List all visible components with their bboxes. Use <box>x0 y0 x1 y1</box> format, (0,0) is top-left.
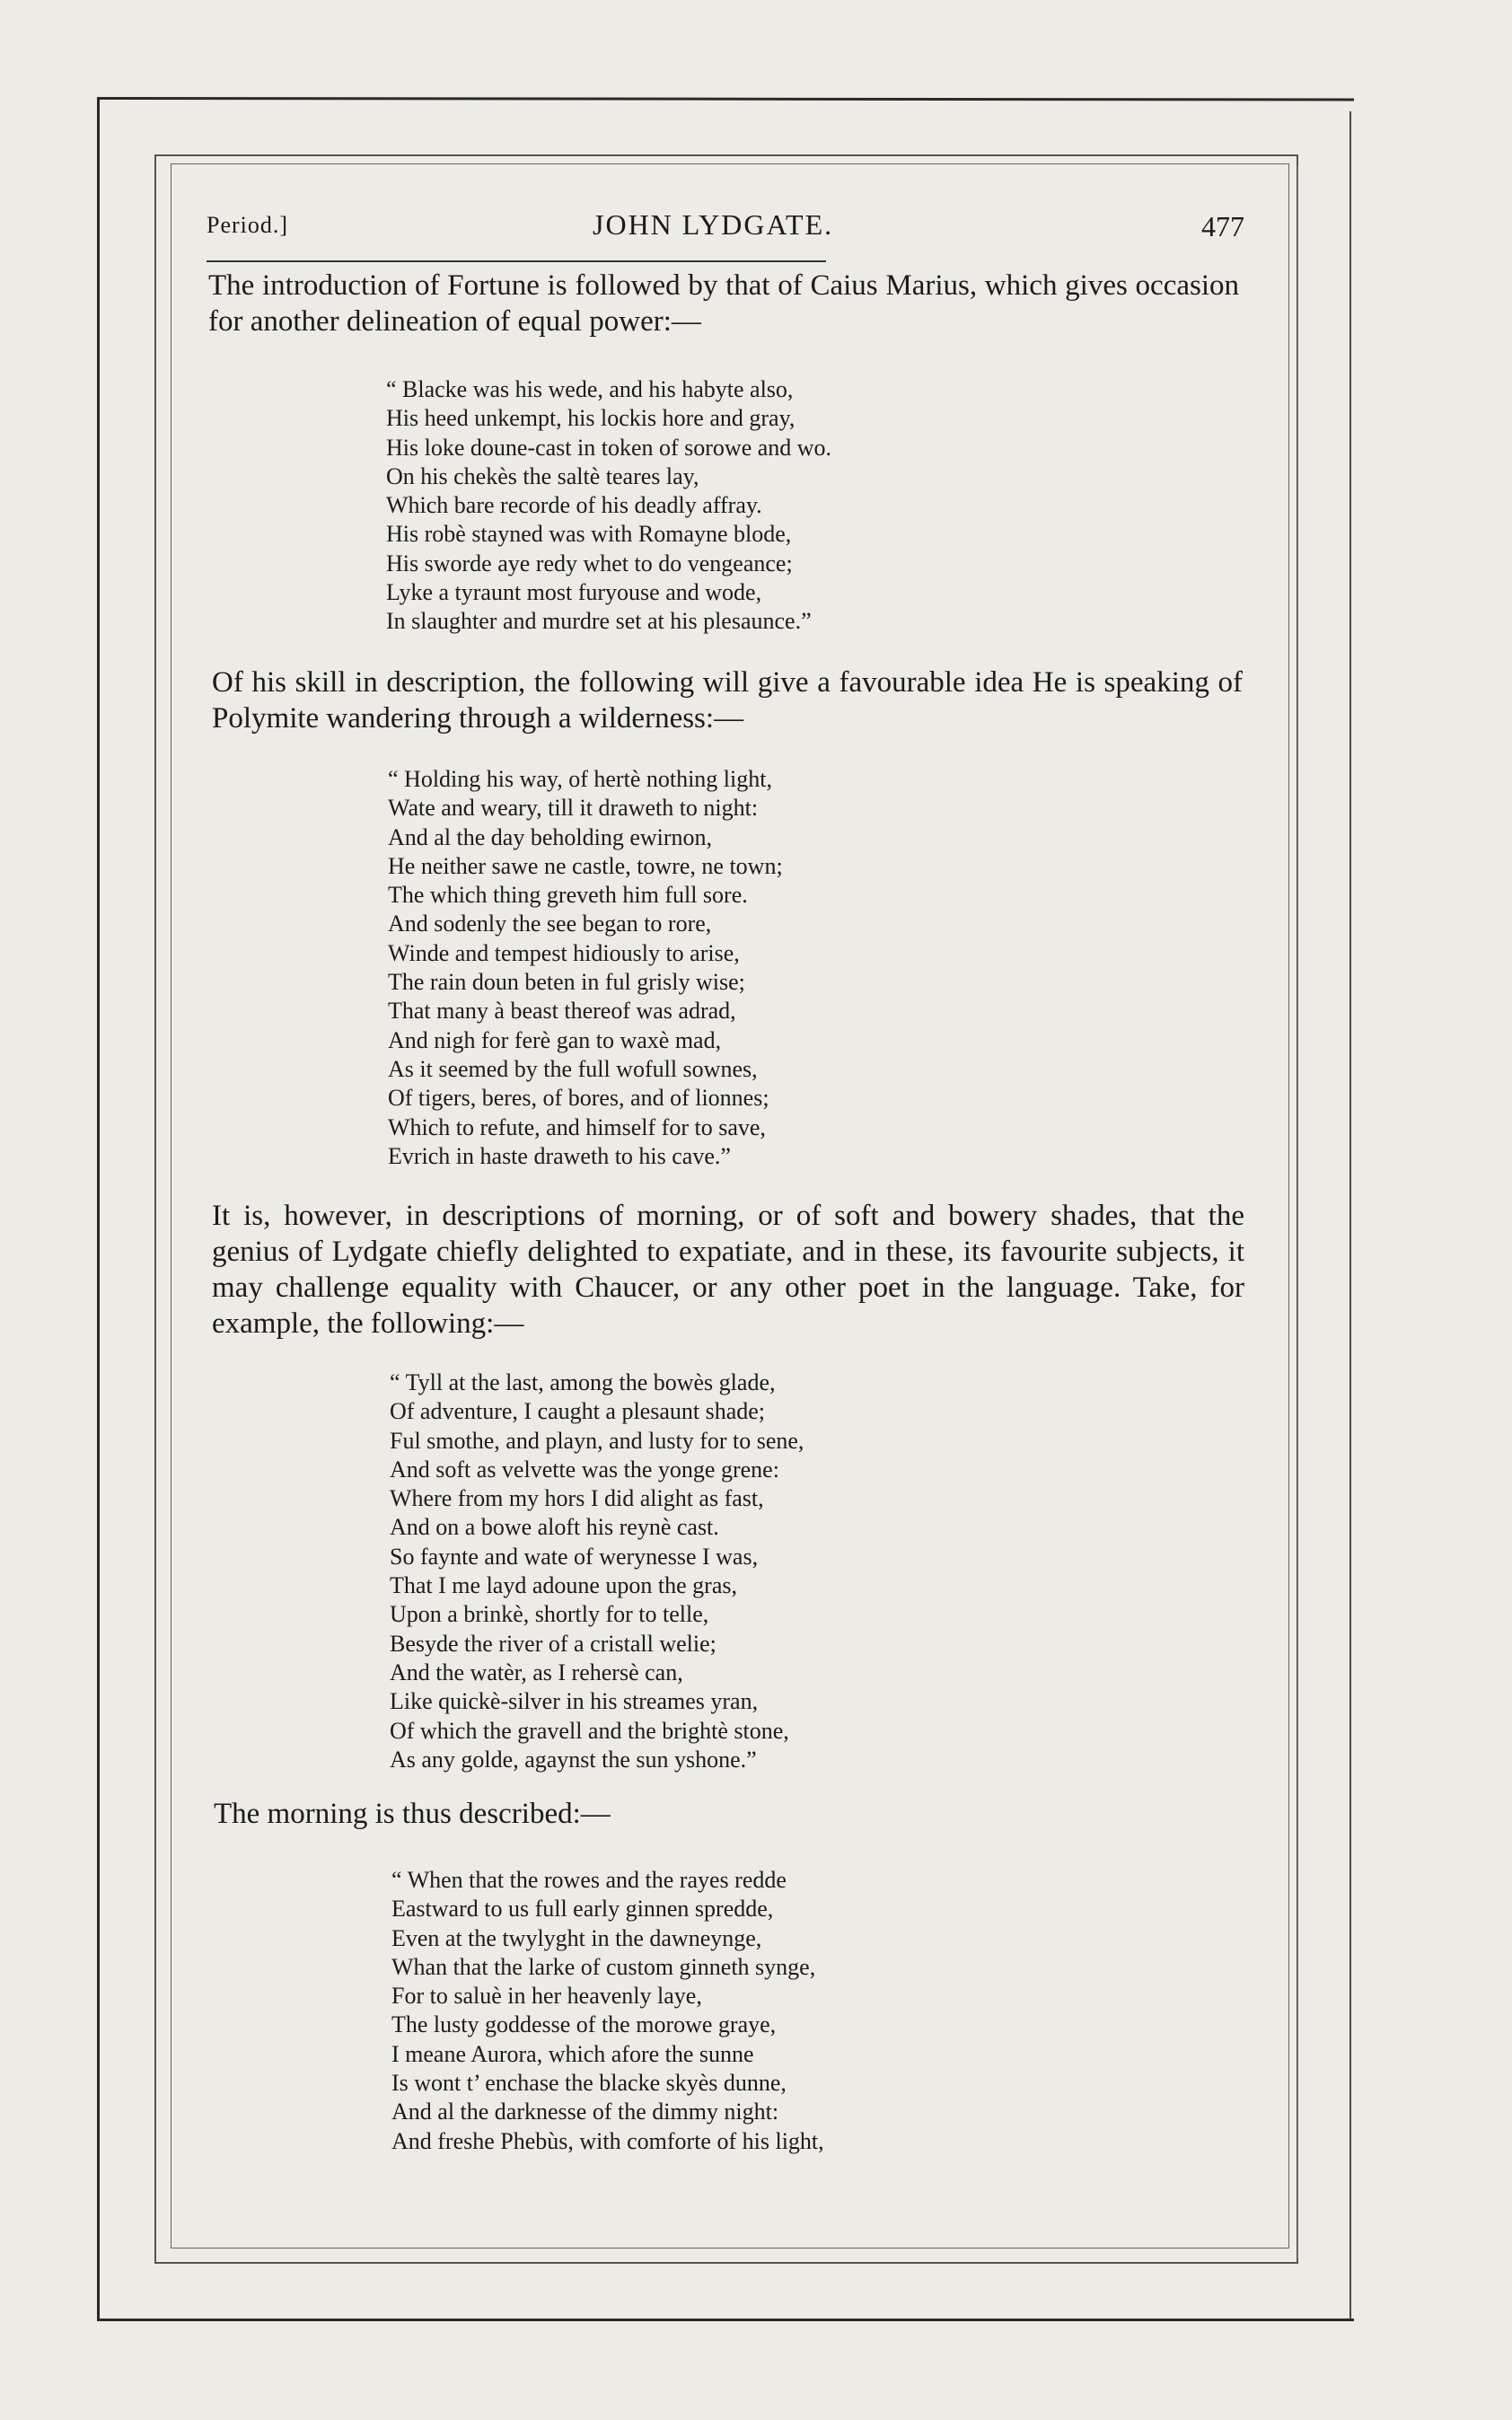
verse-line: And freshe Phebùs, with comforte of his light, <box>391 2127 824 2154</box>
verse-line: In slaughter and murdre set at his plesaunce.” <box>386 608 812 635</box>
verse-line: As any golde, agaynst the sun yshone.” <box>390 1746 757 1773</box>
verse-line: Winde and tempest hidiously to arise, <box>388 939 740 966</box>
verse-line: His sworde aye redy whet to do vengeance; <box>386 550 793 576</box>
paragraph-bowery-shades: It is, however, in descriptions of morning, or of soft and bowery shades, that the genius of Lydgate chiefly delighted to expatiate, and in these, its favourite subjects, it may challenge equality with Chaucer, or any other poet in the language. Take, for example, the following:— <box>212 1200 1244 1340</box>
verse-line: The which thing greveth him full sore. <box>388 882 748 909</box>
verse-line: Of adventure, I caught a plesaunt shade; <box>390 1398 766 1425</box>
verse-line: He neither sawe ne castle, towre, ne town; <box>388 852 783 879</box>
outer-right-rule <box>1349 111 1351 2319</box>
outer-left-rule <box>97 97 100 2319</box>
verse-line: Ful smothe, and playn, and lusty for to sene, <box>390 1427 804 1454</box>
book-page <box>207 205 1248 2216</box>
paragraph-morning: The morning is thus described:— <box>214 1798 611 1830</box>
verse-line: And soft as velvette was the yonge grene: <box>390 1456 779 1483</box>
verse-line: Besyde the river of a cristall welie; <box>390 1630 716 1657</box>
verse-line: “ Blacke was his wede, and his habyte also, <box>386 376 794 402</box>
verse-line: Is wont t’ enchase the blacke skyès dunne, <box>391 2070 787 2097</box>
verse-line: Wate and weary, till it draweth to night: <box>388 795 759 822</box>
paragraph-caius-marius: The introduction of Fortune is followed by that of Caius Marius, which gives occasion for another delineation of equal power:— <box>208 269 1239 338</box>
verse-line: And nigh for ferè gan to waxè mad, <box>388 1026 722 1053</box>
verse-line: Whan that the larke of custom ginneth synge, <box>391 1953 816 1980</box>
verse-line: And al the day beholding ewirnon, <box>388 823 713 850</box>
verse-line: Upon a brinkè, shortly for to telle, <box>390 1601 709 1628</box>
verse-line: “ Tyll at the last, among the bowès glade, <box>390 1369 776 1395</box>
verse-line: Lyke a tyraunt most furyouse and wode, <box>386 579 762 606</box>
verse-line: On his chekès the saltè teares lay, <box>386 462 699 489</box>
verse-line: For to saluè in her heavenly laye, <box>391 1983 702 2010</box>
verse-line: As it seemed by the full wofull sownes, <box>388 1055 758 1082</box>
running-head-title: JOHN LYDGATE. <box>593 208 834 241</box>
verse-line: So faynte and wate of werynesse I was, <box>390 1543 759 1570</box>
verse-line: Eastward to us full early ginnen spredde, <box>391 1896 774 1923</box>
verse-line: “ When that the rowes and the rayes redde <box>391 1867 787 1893</box>
page-number: 477 <box>1201 210 1244 242</box>
verse-line: And al the darknesse of the dimmy night: <box>391 2099 779 2125</box>
verse-line: Of tigers, beres, of bores, and of lionnes; <box>388 1085 769 1112</box>
verse-line: The rain doun beten in ful grisly wise; <box>388 969 745 996</box>
outer-top-rule <box>97 97 1354 101</box>
verse-line: His loke doune-cast in token of sorowe and wo. <box>386 434 832 461</box>
paragraph-polymite: Of his skill in description, the following will give a favourable idea He is speaking of Polymite wandering through a wilderness:— <box>212 666 1243 735</box>
verse-line: That many à beast thereof was adrad, <box>388 998 736 1025</box>
verse-line: The lusty goddesse of the morowe graye, <box>391 2011 777 2038</box>
verse-line: His robè stayned was with Romayne blode, <box>386 521 792 548</box>
page-frame-right-line <box>1297 166 1298 2258</box>
verse-line: His heed unkempt, his lockis hore and gray, <box>386 405 796 432</box>
outer-bottom-rule <box>97 2319 1354 2321</box>
verse-line: “ Holding his way, of hertè nothing light, <box>388 766 772 792</box>
verse-block-morning <box>391 1866 824 2156</box>
verse-block-marius <box>386 375 831 637</box>
verse-line: Even at the twylyght in the dawneynge, <box>391 1924 762 1951</box>
verse-line: I meane Aurora, which afore the sunne <box>391 2040 754 2067</box>
verse-line: Which to refute, and himself for to save, <box>388 1113 766 1140</box>
verse-line: And on a bowe aloft his reynè cast. <box>390 1514 719 1541</box>
verse-line: Evrich in haste draweth to his cave.” <box>388 1142 731 1169</box>
verse-line: That I me layd adoune upon the gras, <box>390 1572 737 1599</box>
verse-line: Of which the gravell and the brightè stone, <box>390 1717 789 1744</box>
verse-line: Like quickè-silver in his streames yran, <box>390 1688 759 1715</box>
verse-block-polymite <box>388 765 783 1171</box>
verse-line: And the watèr, as I rehersè can, <box>390 1659 683 1685</box>
verse-line: And sodenly the see began to rore, <box>388 911 712 937</box>
verse-block-shade <box>390 1368 804 1774</box>
verse-line: Where from my hors I did alight as fast, <box>390 1485 764 1512</box>
running-head-section: Period.] <box>207 212 289 238</box>
verse-line: Which bare recorde of his deadly affray. <box>386 492 762 519</box>
running-head <box>207 205 1248 251</box>
